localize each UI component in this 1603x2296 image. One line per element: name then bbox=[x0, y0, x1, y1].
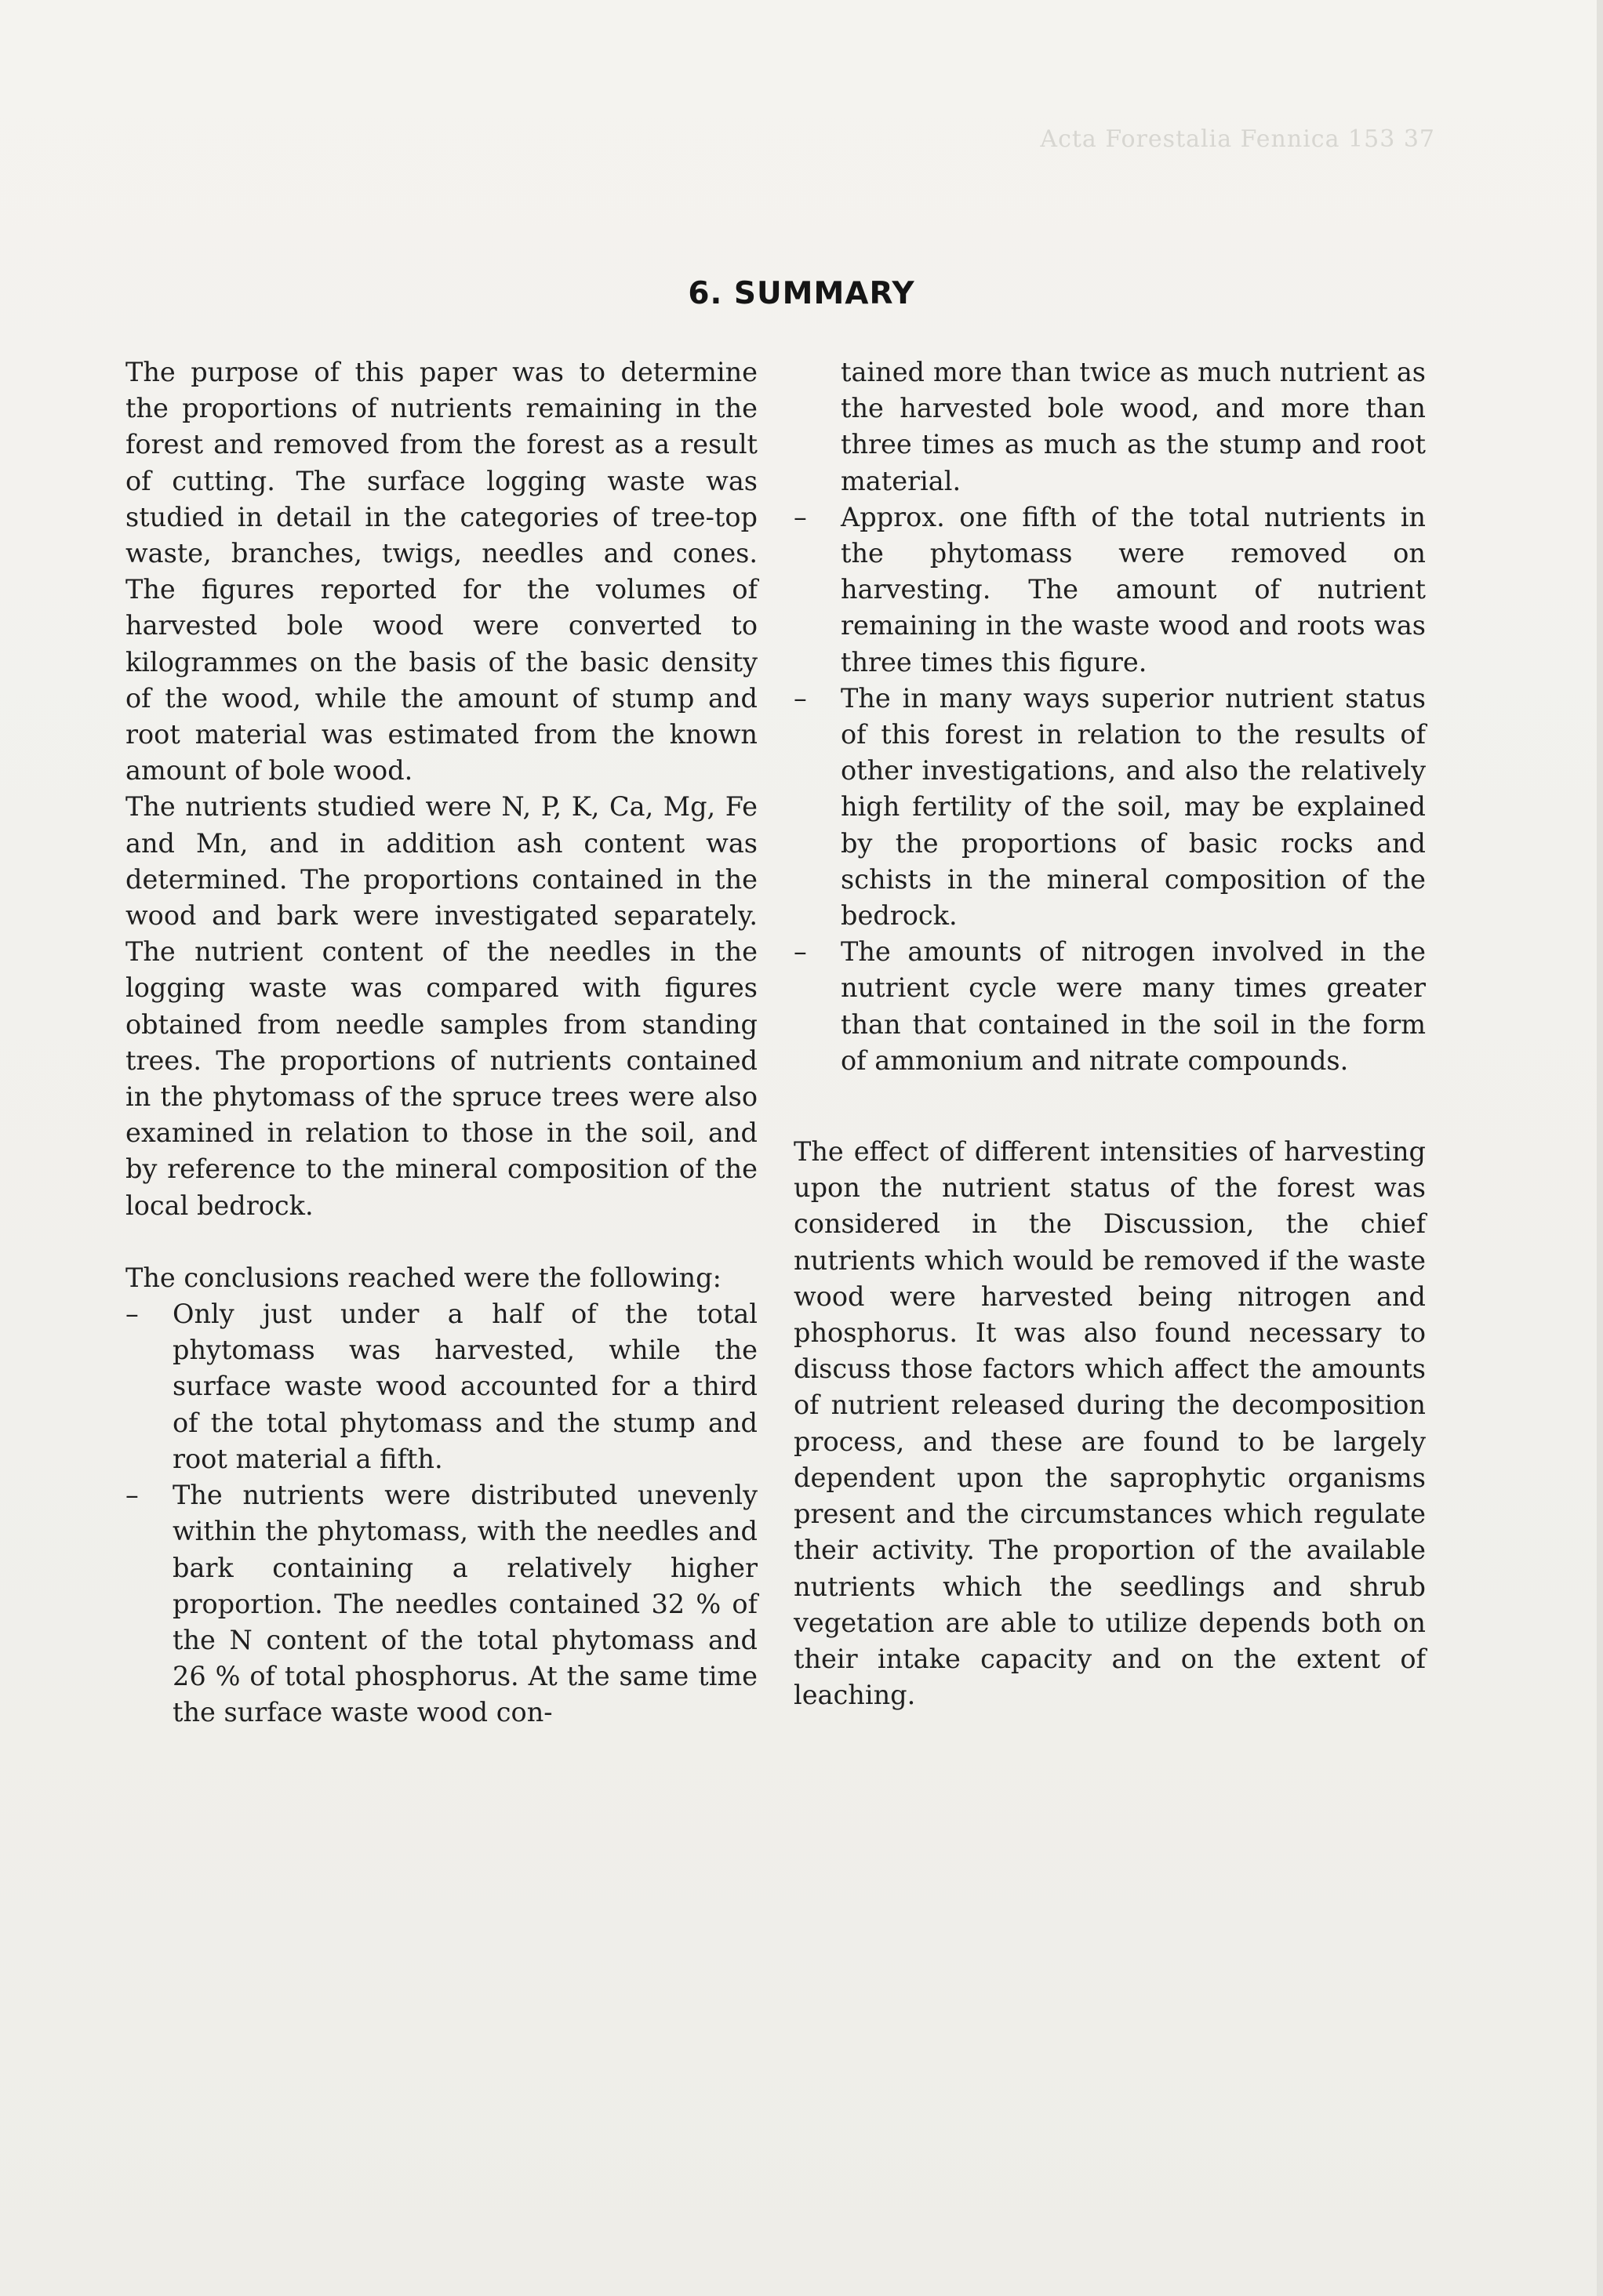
bullet-dash: – bbox=[794, 682, 807, 714]
conclusion-text: The nutrients were distributed unevenly within the phytomass, with the needles and bark containing a relatively higher proportion. The needles contained 32 % of the N content of the total phytomass and 26 % of total phosphorus. At the same time the surface waste wood con- bbox=[173, 1480, 758, 1728]
bullet-dash: – bbox=[125, 1480, 139, 1511]
conclusion-text: tained more than twice as much nutrient as the harvested bole wood, and more than three times as much as the stump and root material. bbox=[841, 357, 1426, 496]
conclusion-text: Only just under a half of the total phytomass was harvested, while the surface waste wood accounted for a third of the total phytomass and the stump and root material a fifth. bbox=[173, 1299, 758, 1474]
running-head: Acta Forestalia Fennica 153 37 bbox=[1040, 125, 1435, 153]
left-column bbox=[125, 354, 758, 1731]
conclusions-intro: The conclusions reached were the following: bbox=[125, 1262, 722, 1293]
bullet-dash: – bbox=[794, 501, 807, 532]
conclusion-text: The in many ways superior nutrient status of this forest in relation to the results of other investigations, and also the relatively high fertility of the soil, may be explained by the proportions of basic rocks and schists in the mineral composition of the bedrock. bbox=[841, 682, 1426, 932]
conclusion-item-2-continued bbox=[794, 354, 1426, 500]
summary-paragraph-1: The purpose of this paper was to determine the proportions of nutrients remaining in the forest and removed from the forest as a result of cutting. The surface logging waste was studied in detail in the categories of tree-top waste, branches, twigs, needles and cones. The figures reported for the volumes of harvested bole wood were converted to kilogrammes on the basis of the basic density of the wood, while the amount of stump and root material was estimated from the known amount of bole wood. bbox=[125, 357, 758, 787]
conclusion-item-5 bbox=[794, 934, 1426, 1079]
summary-paragraph-2: The nutrients studied were N, P, K, Ca, Mg, Fe and Mn, and in addition ash content was determined. The proportions contained in the wood and bark were investigated separately. The nutrient content of the needles in the logging waste was compared with figures obtained from needle samples from standing trees. The proportions of nutrients contained in the phytomass of the spruce trees were also examined in relation to those in the soil, and by reference to the mineral composition of the local bedrock. bbox=[125, 791, 758, 1221]
right-column bbox=[794, 354, 1426, 1713]
discussion-paragraph: The effect of different intensities of harvesting upon the nutrient status of the forest was considered in the Discussion, the chief nutrients which would be removed if the waste wood were harvested being nitrogen and phosphorus. It was also found necessary to discuss those factors which affect the amounts of nutrient released during the decomposition process, and these are found to be largely dependent upon the saprophytic organisms present and the circumstances which regulate their activity. The proportion of the available nutrients which the seedlings and shrub vegetation are able to utilize depends both on their intake capacity and on the extent of leaching. bbox=[794, 1136, 1426, 1711]
conclusion-item-2 bbox=[125, 1477, 758, 1731]
bullet-dash: – bbox=[794, 936, 807, 968]
conclusion-text: Approx. one fifth of the total nutrients in the phytomass were removed on harvesting. The amount of nutrient remaining in the waste wood and roots was three times this figure. bbox=[841, 501, 1426, 678]
conclusion-item-3 bbox=[794, 500, 1426, 681]
page-edge-shadow bbox=[1597, 0, 1603, 2296]
conclusion-item-4 bbox=[794, 681, 1426, 934]
section-title: 6. SUMMARY bbox=[688, 276, 915, 311]
conclusion-text: The amounts of nitrogen involved in the nutrient cycle were many times greater than that contained in the soil in the form of ammonium and nitrate compounds. bbox=[841, 936, 1426, 1076]
bullet-dash: – bbox=[125, 1299, 139, 1330]
conclusion-item-1 bbox=[125, 1296, 758, 1477]
